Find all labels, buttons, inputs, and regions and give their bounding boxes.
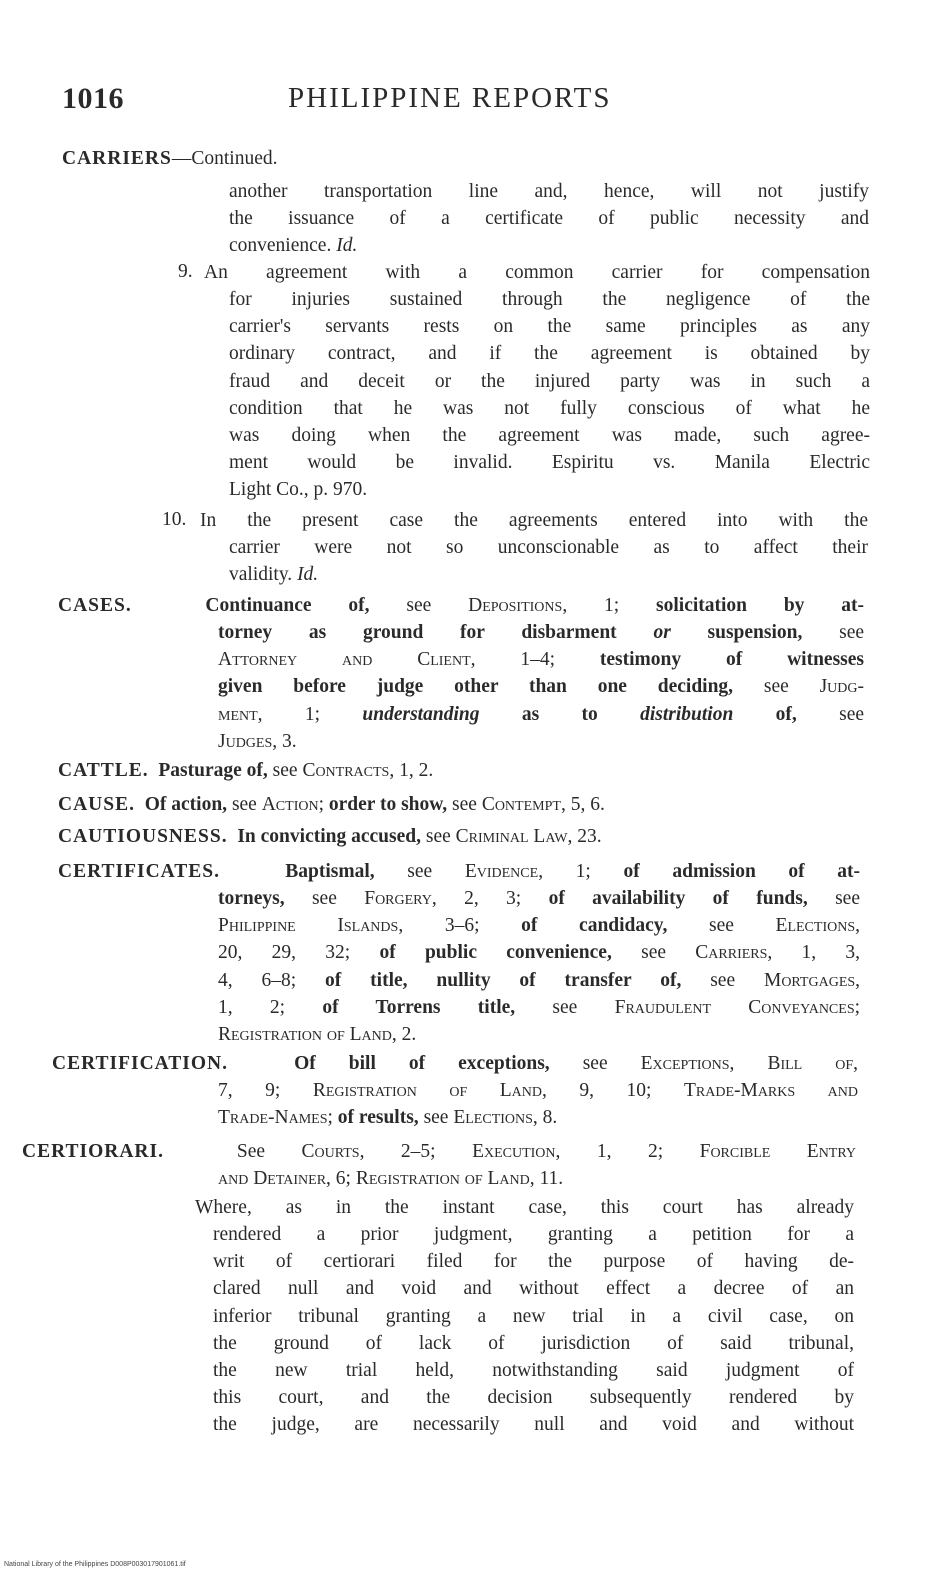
entry-cause: CAUSE. Of action, see Action; order to show, see Contempt, 5, 6.: [58, 794, 605, 815]
text-line: the new trial held, notwithstanding said judgment of: [213, 1360, 854, 1382]
carriers-item-9-first: [204, 259, 870, 286]
text-line: 20, 29, 32; of public convenience, see Carriers, 1, 3,: [218, 942, 861, 964]
text-line: In the present case the agreements entered into with the: [200, 510, 868, 531]
text-line: the ground of lack of jurisdiction of said tribunal,: [213, 1332, 854, 1354]
text-line: inferior tribunal granting a new trial in a civil case, on: [213, 1305, 854, 1327]
text-line: Philippine Islands, 3–6; of candidacy, see Elections,: [218, 915, 860, 937]
text-line: 7, 9; Registration of Land, 9, 10; Trade-Marks and: [218, 1080, 859, 1101]
entry-cases: [58, 592, 864, 619]
certiorari-paragraph-first: [195, 1194, 854, 1221]
carriers-item-10: [229, 534, 868, 588]
scan-footer: National Library of the Philippines D008P003017901061.tif: [4, 1561, 186, 1568]
text-line: CERTIFICATION. Of bill of exceptions, see Exceptions, Bill of,: [52, 1053, 859, 1074]
text-line: CERTIFICATES. Baptismal, see Evidence, 1; of admission of at-: [58, 861, 861, 882]
text-line: and Detainer, 6; Registration of Land, 11.: [218, 1168, 564, 1189]
entry-cases-body: [218, 619, 864, 755]
text-line: was doing when the agreement was made, such agree-: [229, 425, 870, 447]
entry-certificates-body: [218, 885, 860, 1048]
text-line: for injuries sustained through the negligence of the: [229, 289, 870, 310]
entry-certiorari: [22, 1138, 856, 1165]
text-line: Attorney and Client, 1–4; testimony of witnesses: [218, 649, 865, 671]
text-line: torneys, see Forgery, 2, 3; of availability of funds, see: [218, 888, 860, 909]
page-number: 1016: [62, 82, 124, 115]
text-line: torney as ground for disbarment or suspension, see: [218, 622, 865, 643]
carriers-continuation: [229, 178, 869, 260]
text-line: convenience. Id.: [229, 235, 358, 257]
certiorari-paragraph: [213, 1221, 854, 1439]
text-line: 1, 2; of Torrens title, see Fraudulent Conveyances;: [218, 996, 861, 1018]
text-line: An agreement with a common carrier for compensation: [204, 262, 870, 283]
text-line: clared null and void and without effect a decree of an: [213, 1278, 854, 1300]
text-line: another transportation line and, hence, will not justify: [229, 181, 869, 202]
text-line: Judges, 3.: [218, 730, 297, 752]
text-line: carrier's servants rests on the same principles as any: [229, 316, 870, 338]
item-number: 10.: [162, 509, 187, 530]
entry-carriers-heading: [62, 146, 277, 172]
text-line: Where, as in the instant case, this court has already: [195, 1197, 854, 1218]
text-line: ordinary contract, and if the agreement is obtained by: [229, 343, 870, 365]
text-line: Trade-Names; of results, see Elections, 8.: [218, 1107, 558, 1129]
text-line: rendered a prior judgment, granting a petition for a: [213, 1224, 854, 1245]
text-line: ment would be invalid. Espiritu vs. Manila Electric: [229, 452, 870, 474]
entry-head: CARRIERS: [62, 148, 172, 169]
text-line: the issuance of a certificate of public necessity and: [229, 208, 869, 230]
entry-cautiousness: CAUTIOUSNESS. In convicting accused, see Criminal Law, 23.: [58, 826, 602, 847]
text-line: CASES. Continuance of, see Depositions, 1; solicitation by at-: [58, 595, 864, 616]
running-title: PHILIPPINE REPORTS: [288, 82, 612, 114]
text-line: writ of certiorari filed for the purpose of having de-: [213, 1251, 854, 1273]
text-line: fraud and deceit or the injured party was in such a: [229, 370, 870, 392]
text-line: Light Co., p. 970.: [229, 479, 368, 501]
text-line: carrier were not so unconscionable as to affect their: [229, 537, 868, 558]
carriers-item-9: [229, 286, 870, 504]
entry-cattle: CATTLE. Pasturage of, see Contracts, 1, 2.: [58, 760, 434, 781]
continued-label: —Continued.: [171, 148, 278, 169]
text-line: given before judge other than one deciding, see Judg-: [218, 676, 865, 698]
entry-certificates: [58, 858, 860, 885]
text-line: the judge, are necessarily null and void and without: [213, 1414, 854, 1436]
text-line: Registration of Land, 2.: [218, 1024, 417, 1046]
entry-certification-body: [218, 1077, 858, 1131]
carriers-item-10-first: [200, 507, 868, 534]
page-header: [62, 82, 882, 126]
entry-certiorari-refs: [218, 1165, 758, 1192]
item-number: 9.: [178, 261, 193, 282]
text-line: 4, 6–8; of title, nullity of transfer of, see Mortgages,: [218, 969, 861, 991]
text-line: condition that he was not fully conscious of what he: [229, 397, 870, 419]
text-line: validity. Id.: [229, 564, 319, 586]
text-line: ment, 1; understanding as to distribution of, see: [218, 703, 865, 725]
text-line: CERTIORARI. See Courts, 2–5; Execution, 1, 2; Forcible Entry: [22, 1141, 857, 1162]
text-line: this court, and the decision subsequently rendered by: [213, 1387, 854, 1409]
entry-certification: [52, 1050, 858, 1077]
